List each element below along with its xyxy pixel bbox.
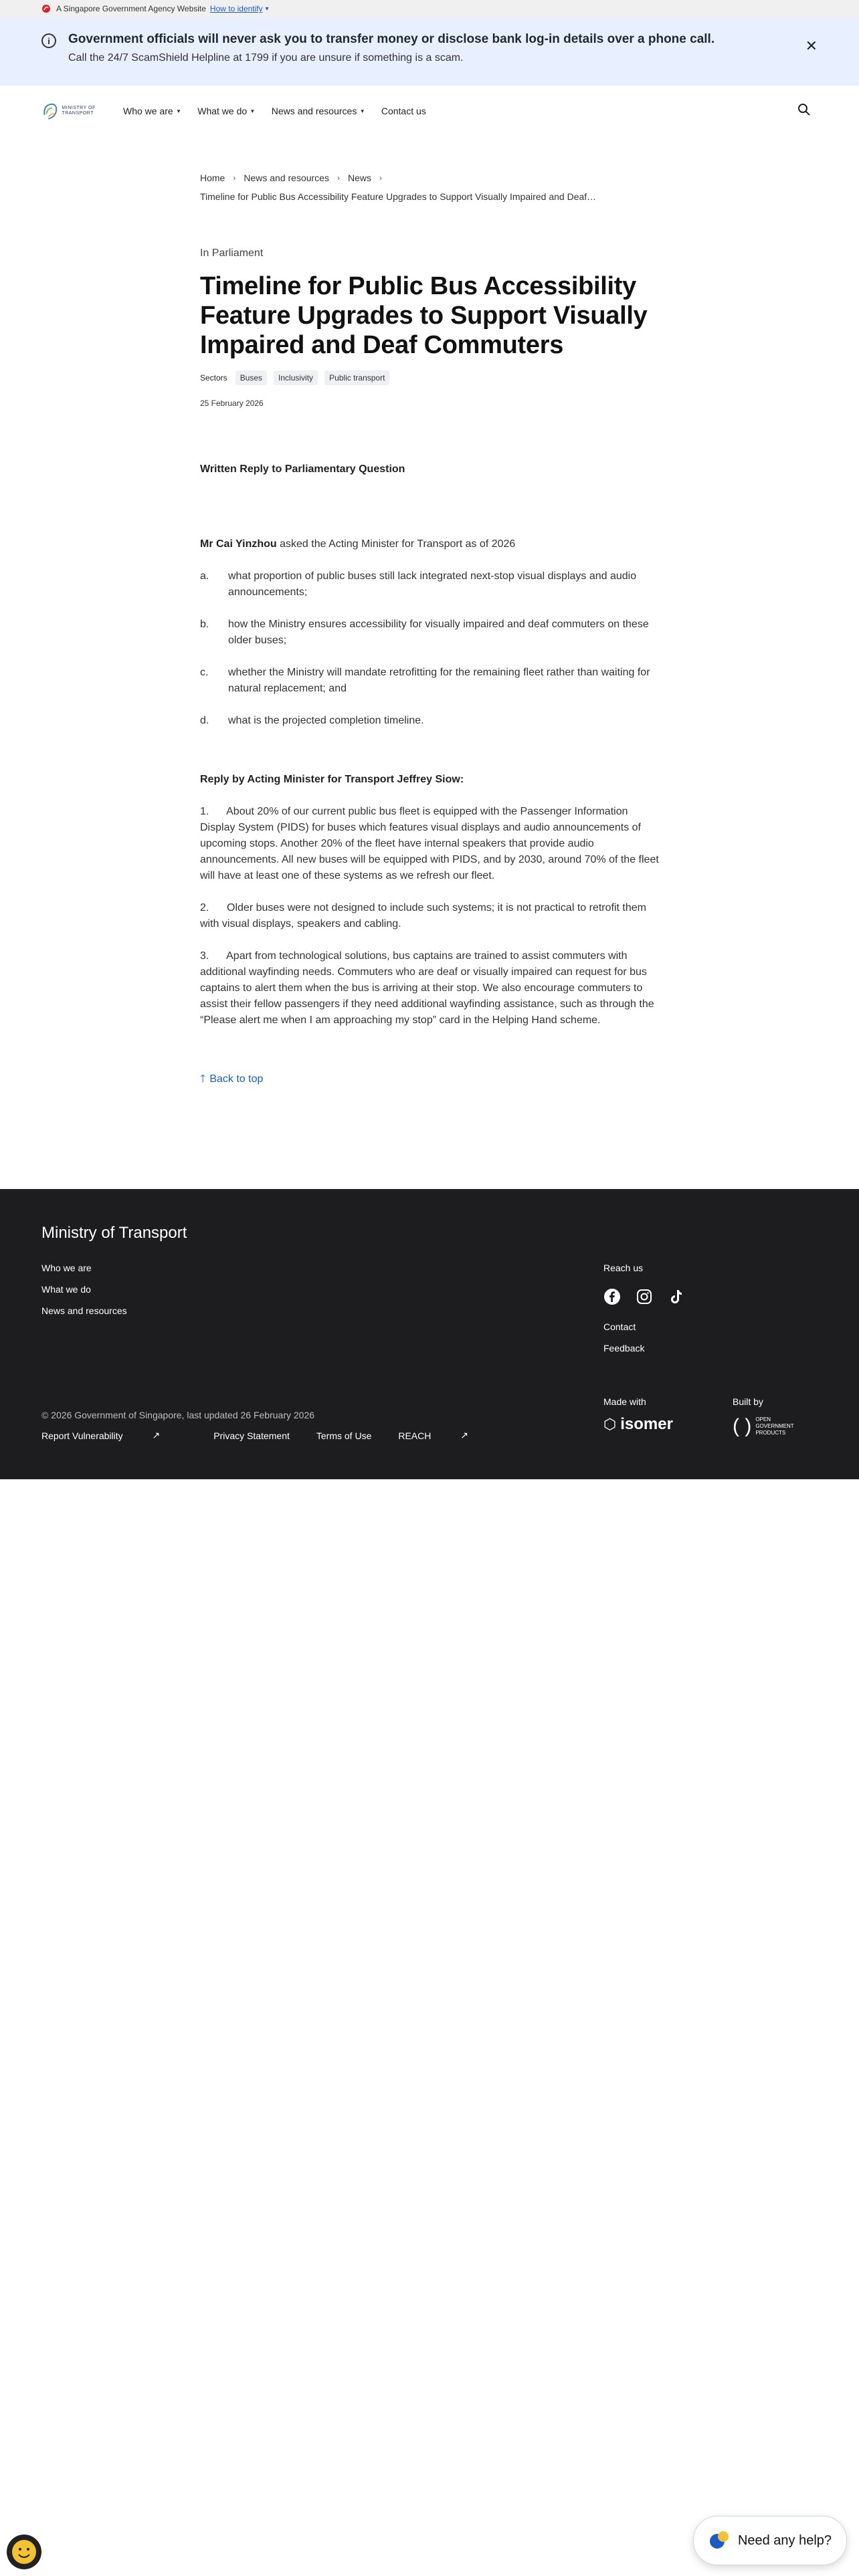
isomer-logo[interactable] xyxy=(603,1415,673,1434)
ogp-wordmark: OPEN GOVERNMENT PRODUCTS xyxy=(755,1416,794,1436)
gov-masthead xyxy=(0,0,859,17)
smiley-icon xyxy=(7,2535,41,2569)
breadcrumb-home[interactable]: Home xyxy=(200,173,225,183)
masthead-text: A Singapore Government Agency Website xyxy=(56,4,206,13)
chevron-down-icon: ▾ xyxy=(177,107,181,114)
article-body xyxy=(200,461,662,1087)
chevron-right-icon: › xyxy=(379,173,382,183)
asker-name: Mr Cai Yinzhou xyxy=(200,538,277,550)
question-number: d. xyxy=(200,715,209,726)
footer-link-feedback[interactable]: Feedback xyxy=(603,1343,645,1354)
breadcrumb-current: Timeline for Public Bus Accessibility Feature Upgrades to Support Visually Impaired and Deaf… xyxy=(200,191,597,202)
reach-links xyxy=(603,1321,700,1354)
main-navbar xyxy=(0,86,859,136)
external-link-icon: ↗ xyxy=(460,1430,468,1440)
article-category: In Parliament xyxy=(200,247,264,259)
external-link-icon: ↗ xyxy=(152,1430,161,1440)
scam-notice-banner xyxy=(0,17,859,86)
reply-paragraph: 1. About 20% of our current public bus fleet is equipped with the Passenger Information Display System (PIDS) for buses which features visual displays and audio announcements of upcoming stops. Another 20% of the fleet have internal speakers that provide audio announcements. All new buses will be equipped with PIDS, and by 2030, around 70% of the fleet will have at least one of these systems as we refresh our fleet. xyxy=(200,806,662,881)
footer-link-what-we-do[interactable]: What we do xyxy=(41,1284,91,1295)
tag-buses[interactable]: Buses xyxy=(235,370,267,385)
isomer-logo-icon: ⬡ xyxy=(603,1416,617,1432)
question-text: what proportion of public buses still lack integrated next-stop visual displays and audio announcements; xyxy=(228,570,637,598)
sectors-label: Sectors xyxy=(200,373,227,383)
built-by-ogp xyxy=(733,1396,795,1438)
facebook-icon[interactable] xyxy=(603,1288,621,1305)
back-to-top-link[interactable] xyxy=(200,1071,659,1087)
search-icon[interactable] xyxy=(797,103,811,116)
reply-paragraph: 2. Older buses were not designed to include such systems; it is not practical to retrofit them with visual displays, speakers and cabling. xyxy=(200,902,650,930)
question-text: what is the projected completion timeline. xyxy=(228,715,424,726)
instagram-icon[interactable] xyxy=(636,1288,653,1305)
terms-of-use-link[interactable]: Terms of Use xyxy=(316,1430,372,1441)
legal-label: REACH xyxy=(398,1430,432,1441)
reply-heading: Reply by Acting Minister for Transport Jeffrey Siow: xyxy=(200,774,464,785)
footer-link-news-and-resources[interactable]: News and resources xyxy=(41,1305,127,1316)
copyright-text: © 2026 Government of Singapore, last updated 26 February 2026 xyxy=(41,1410,315,1420)
nav-label: Contact us xyxy=(381,106,426,116)
chevron-down-icon: ▾ xyxy=(251,107,254,114)
question-item xyxy=(200,713,659,729)
notice-headline: Government officials will never ask you to transfer money or disclose bank log-in details over a phone call. xyxy=(68,32,715,46)
nav-label: Who we are xyxy=(123,106,173,116)
made-with-isomer xyxy=(603,1396,673,1434)
tiktok-icon[interactable] xyxy=(668,1288,685,1305)
chevron-right-icon: › xyxy=(233,173,236,183)
chevron-down-icon: ▾ xyxy=(361,107,364,114)
legal-label: Report Vulnerability xyxy=(41,1430,123,1441)
how-to-identify-link[interactable]: How to identify xyxy=(209,4,263,13)
ogp-logo[interactable] xyxy=(733,1415,795,1438)
breadcrumb xyxy=(200,173,659,202)
page-title: Timeline for Public Bus Accessibility Feature Upgrades to Support Visually Impaired and Deaf Commuters xyxy=(200,272,648,359)
footer-links xyxy=(41,1263,127,1327)
report-vulnerability-link[interactable] xyxy=(41,1430,187,1441)
article-header xyxy=(200,247,659,408)
need-help-label: Need any help? xyxy=(737,2533,832,2548)
question-number: c. xyxy=(200,667,209,678)
notice-subtext: Call the 24/7 ScamShield Helpline at 1799 if you are unsure if something is a scam. xyxy=(68,52,464,64)
question-text: whether the Ministry will mandate retrofitting for the remaining fleet rather than waiting for natural replacement; and xyxy=(228,667,650,694)
nav-label: What we do xyxy=(197,106,248,116)
question-number: a. xyxy=(200,570,209,582)
site-footer xyxy=(0,1189,859,1479)
footer-org-name: Ministry of Transport xyxy=(41,1224,187,1242)
nav-contact-us[interactable] xyxy=(381,106,426,116)
need-help-button[interactable] xyxy=(693,2516,847,2565)
back-to-top-label: Back to top xyxy=(209,1073,264,1085)
reply-paragraph: 3. Apart from technological solutions, bus captains are trained to assist commuters with additional wayfinding needs. Commuters who are deaf or visually impaired can request for bus captains to alert them when the bus is arriving at their stop. We also encourage commuters to assist their fellow passengers if they need additional wayfinding assistance, such as through the “Please alert me when I am approaching my stop” card in the Helping Hand scheme. xyxy=(200,950,658,1026)
question-intro xyxy=(200,536,659,552)
info-icon: i xyxy=(41,33,56,48)
nav-news-and-resources[interactable] xyxy=(272,106,364,116)
ogp-logo-icon: ( ) xyxy=(733,1415,752,1437)
reach-link[interactable] xyxy=(398,1430,495,1441)
tag-public-transport[interactable]: Public transport xyxy=(324,370,389,385)
sector-tags xyxy=(200,370,659,385)
asked-text: asked the Acting Minister for Transport as of 2026 xyxy=(276,538,516,550)
legal-links xyxy=(41,1430,522,1441)
question-item xyxy=(200,617,659,649)
built-by-label: Built by xyxy=(733,1396,763,1407)
singapore-lion-icon xyxy=(41,4,51,13)
mot-logo-mark-icon xyxy=(41,96,59,126)
arrow-up-icon: 🡑 xyxy=(200,1073,206,1085)
made-with-label: Made with xyxy=(603,1396,646,1407)
chat-bubble-icon xyxy=(708,2530,730,2551)
nav-what-we-do[interactable] xyxy=(197,106,254,116)
reach-us-title: Reach us xyxy=(603,1263,644,1273)
question-text: how the Ministry ensures accessibility for visually impaired and deaf commuters on these older buses; xyxy=(228,619,649,646)
nav-who-we-are[interactable] xyxy=(123,106,180,116)
question-number: b. xyxy=(200,619,209,630)
privacy-statement-link[interactable]: Privacy Statement xyxy=(213,1430,290,1441)
tag-inclusivity[interactable]: Inclusivity xyxy=(274,370,318,385)
nav-label: News and resources xyxy=(271,106,357,116)
close-icon[interactable]: ✕ xyxy=(805,37,818,54)
social-links xyxy=(603,1288,700,1305)
question-item xyxy=(200,665,659,697)
footer-link-who-we-are[interactable]: Who we are xyxy=(41,1263,92,1273)
chevron-right-icon: › xyxy=(337,173,340,183)
ministry-logo[interactable] xyxy=(41,96,111,126)
question-item xyxy=(200,568,659,601)
breadcrumb-news-and-resources[interactable]: News and resources xyxy=(244,173,329,183)
article-subhead: Written Reply to Parliamentary Question xyxy=(200,463,405,475)
help-avatar-button[interactable] xyxy=(7,2535,41,2569)
isomer-wordmark: isomer xyxy=(620,1415,673,1433)
footer-link-contact[interactable]: Contact xyxy=(603,1321,636,1332)
chevron-down-icon[interactable]: ▾ xyxy=(265,5,269,13)
footer-reach-us xyxy=(603,1263,700,1364)
publish-date: 25 February 2026 xyxy=(200,399,264,408)
breadcrumb-news[interactable]: News xyxy=(347,173,371,183)
logo-text: MINISTRY OF TRANSPORT xyxy=(62,106,96,116)
primary-nav xyxy=(123,106,444,116)
